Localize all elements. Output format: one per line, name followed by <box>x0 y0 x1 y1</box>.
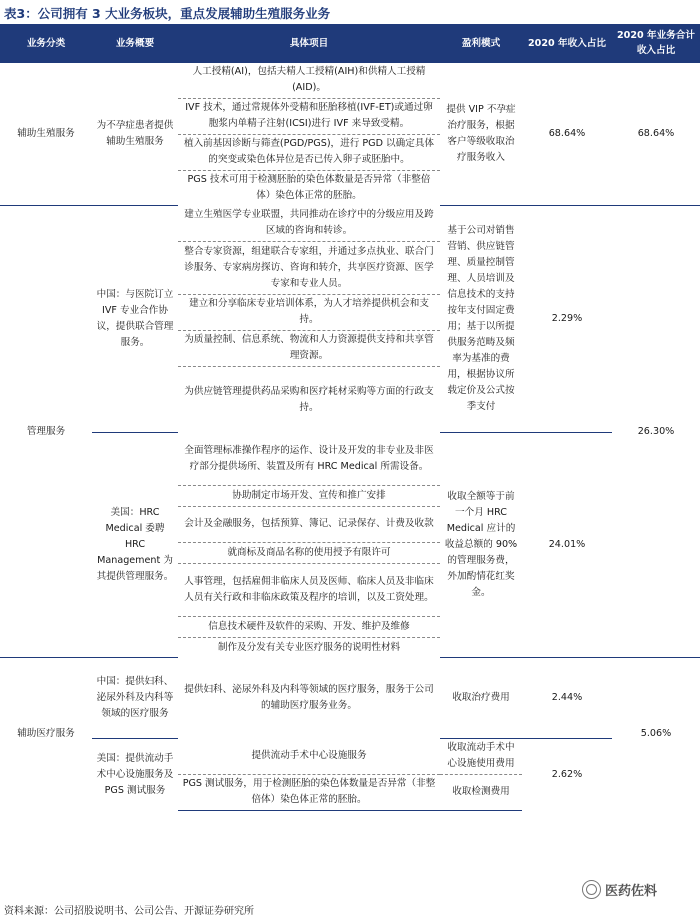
table-row <box>0 206 700 242</box>
source-note: 资料来源：公司招股说明书、公司公告、开源证券研究所 <box>4 906 254 917</box>
summary-cell: 中国：提供妇科、泌尿外科及内科等领域的医疗服务 <box>92 658 178 739</box>
profit-cell: 收取全额等于前一个月 HRC Medical 应计的收益总额的 90%的管理服务费，外加酌情花红奖金。 <box>440 433 522 658</box>
total-cell: 5.06% <box>612 658 700 811</box>
item-cell: 植入前基因诊断与筛查(PGD/PGS)，进行 PGD 以确定具体的突变或染色体异位是否已传入卵子或胚胎中。 <box>178 134 440 170</box>
item-cell: 整合专家资源，组建联合专家组，并通过多点执业、联合门诊服务、专家病房探访、咨询和转介，共享医疗资源、医学专家和专业人员。 <box>178 241 440 294</box>
share-cell: 68.64% <box>522 63 612 206</box>
summary-cell: 为不孕症患者提供辅助生殖服务 <box>92 63 178 206</box>
item-cell: 会计及金融服务，包括预算、簿记、记录保存、计费及收款 <box>178 506 440 542</box>
profit-cell: 收取检测费用 <box>440 774 522 810</box>
header-row <box>0 24 700 63</box>
summary-cell: 中国：与医院订立 IVF 专业合作协议，提供联合管理服务。 <box>92 206 178 433</box>
category-cell: 管理服务 <box>0 206 92 658</box>
header-summary: 业务概要 <box>92 24 178 63</box>
share-cell: 2.29% <box>522 206 612 433</box>
item-cell: 信息技术硬件及软件的采购、开发、维护及维修 <box>178 616 440 637</box>
item-cell: 建立和分享临床专业培训体系，为人才培养提供机会和支持。 <box>178 294 440 330</box>
item-cell: 人工授精(AI)，包括夫精人工授精(AIH)和供精人工授精(AID)。 <box>192 66 426 93</box>
item-cell: IVF 技术，通过常规体外受精和胚胎移植(IVF-ET)或通过卵胞浆内单精子注射(ICSI)进行 IVF 来导致受精。 <box>178 98 440 134</box>
table-title: 表3：公司拥有 3 大业务板块，重点发展辅助生殖服务业务 <box>4 6 331 21</box>
item-cell: 建立生殖医学专业联盟，共同推动在诊疗中的分级应用及跨区域的咨询和转诊。 <box>184 209 434 236</box>
summary-cell: 美国：提供流动手术中心设施服务及 PGS 测试服务 <box>92 739 178 811</box>
item-cell: 为供应链管理提供药品采购和医疗耗材采购等方面的行政支持。 <box>178 366 440 433</box>
table-row <box>0 739 700 775</box>
header-share: 2020 年收入占比 <box>522 24 612 63</box>
profit-cell: 收取治疗费用 <box>440 658 522 739</box>
watermark <box>582 880 657 899</box>
total-cell: 68.64% <box>612 63 700 206</box>
table-row <box>0 433 700 486</box>
table-row <box>0 63 700 99</box>
item-cell: PGS 技术可用于检测胚胎的染色体数量是否异常（非整倍体）染色体正常的胚胎。 <box>178 170 440 206</box>
item-cell: 提供流动手术中心设施服务 <box>251 750 367 761</box>
item-cell: PGS 测试服务，用于检测胚胎的染色体数量是否异常（非整倍体）染色体正常的胚胎。 <box>178 774 440 810</box>
profit-cell: 提供 VIP 不孕症治疗服务，根据客户等级收取治疗服务收入 <box>440 63 522 206</box>
item-cell: 协助制定市场开发、宣传和推广安排 <box>178 485 440 506</box>
share-cell: 2.44% <box>522 658 612 739</box>
header-profit: 盈利模式 <box>440 24 522 63</box>
share-cell: 24.01% <box>522 433 612 658</box>
wechat-icon <box>582 880 601 899</box>
category-cell: 辅助医疗服务 <box>0 658 92 811</box>
profit-cell: 基于公司对销售营销、供应链管理、质量控制管理、人员培训及信息技术的支持按年支付固定费用；基于以所提供服务范畴及频率为基准的费用，根据协议所载定价及公式按季支付 <box>440 206 522 433</box>
business-segments-table <box>0 24 700 811</box>
header-total: 2020 年业务合计收入占比 <box>612 24 700 63</box>
summary-cell: 美国：HRC Medical 委聘 HRC Management 为其提供管理服务。 <box>92 433 178 658</box>
share-cell: 2.62% <box>522 739 612 811</box>
category-cell: 辅助生殖服务 <box>0 63 92 206</box>
item-cell: 全面管理标准操作程序的运作、设计及开发的非专业及非医疗部分提供场所、装置及所有 HRC Medical 所需设备。 <box>184 444 434 472</box>
profit-cell: 收取流动手术中心设施使用费用 <box>440 739 522 775</box>
watermark-text: 医药佐料 <box>605 884 658 899</box>
header-category: 业务分类 <box>0 24 92 63</box>
item-cell: 人事管理，包括雇佣非临床人员及医师、临床人员及非临床人员有关行政和非临床政策及程序的培训，以及工资处理。 <box>178 563 440 616</box>
item-cell: 就商标及商品名称的使用授予有限许可 <box>178 542 440 563</box>
item-cell: 提供妇科、泌尿外科及内科等领域的医疗服务，服务于公司的辅助医疗服务业务。 <box>184 684 434 711</box>
header-items: 具体项目 <box>178 24 440 63</box>
item-cell: 制作及分发有关专业医疗服务的说明性材料 <box>178 637 440 658</box>
total-cell: 26.30% <box>612 206 700 658</box>
table-row <box>0 658 700 739</box>
item-cell: 为质量控制、信息系统、物流和人力资源提供支持和共享管理资源。 <box>178 330 440 366</box>
